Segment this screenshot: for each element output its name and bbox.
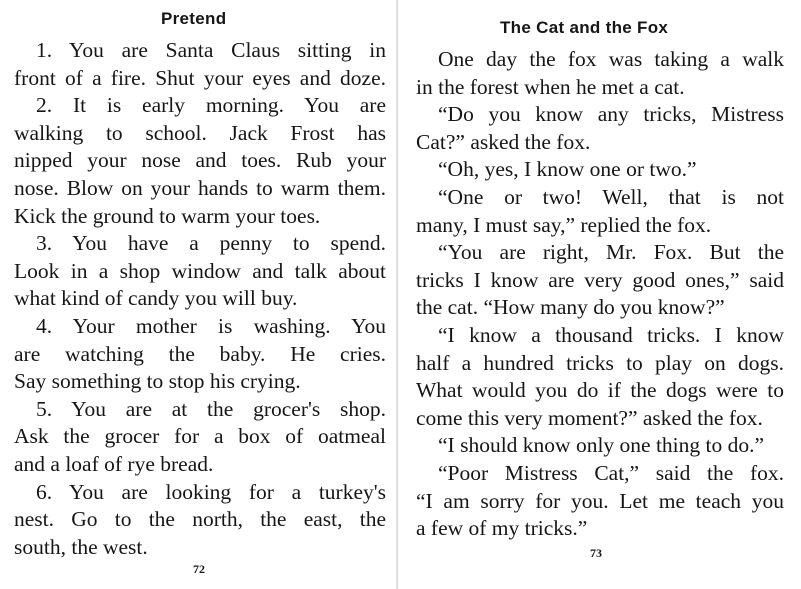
text-line: 4. Your mother is washing. You xyxy=(36,313,386,338)
text-line: One day the fox was taking a walk xyxy=(438,47,784,71)
text-line: nest. Go to the north, the east, the xyxy=(14,507,386,532)
text-line: 3. You have a penny to spend. xyxy=(36,231,386,256)
page-number: 72 xyxy=(193,562,205,576)
text-line: Look in a shop window and talk about xyxy=(14,258,386,283)
text-line: are watching the baby. He cries. xyxy=(14,341,386,366)
text-line: “I should know only one thing to do.” xyxy=(438,433,765,458)
text-line: nipped your nose and toes. Rub your xyxy=(14,148,386,173)
text-line: “I am sorry for you. Let me teach you xyxy=(416,488,784,513)
text-line: “I know a thousand tricks. I know xyxy=(438,322,784,347)
left-page xyxy=(0,0,398,589)
page-title-cat-and-fox: The Cat and the Fox xyxy=(500,18,669,37)
page-title-pretend: Pretend xyxy=(161,9,227,28)
text-line: many, I must say,” replied the fox. xyxy=(416,212,712,237)
text-line: 6. You are looking for a turkey's xyxy=(36,479,386,504)
page-number: 73 xyxy=(590,546,602,560)
text-line: 5. You are at the grocer's shop. xyxy=(36,396,386,421)
text-line: the cat. “How many do you know?” xyxy=(416,295,725,320)
text-line: “Oh, yes, I know one or two.” xyxy=(438,157,697,182)
text-line: “Do you know any tricks, Mistress xyxy=(438,102,784,127)
text-line: and a loaf of rye bread. xyxy=(14,451,214,476)
text-line: south, the west. xyxy=(14,534,148,559)
text-line: Ask the grocer for a box of oatmeal xyxy=(14,424,386,449)
text-line: nose. Blow on your hands to warm them. xyxy=(14,175,386,200)
text-line: walking to school. Jack Frost has xyxy=(14,120,386,145)
text-line: half a hundred tricks to play on dogs. xyxy=(416,350,784,375)
text-line: Kick the ground to warm your toes. xyxy=(14,203,321,228)
text-line: what kind of candy you will buy. xyxy=(14,286,298,311)
text-line: 1. You are Santa Claus sitting in xyxy=(36,38,386,62)
right-page xyxy=(398,0,801,589)
text-line: “One or two! Well, that is not xyxy=(438,184,784,209)
text-line: 2. It is early morning. You are xyxy=(36,93,386,118)
right-page-body xyxy=(416,46,784,543)
text-line: come this very moment?” asked the fox. xyxy=(416,405,763,430)
text-line: front of a fire. Shut your eyes and doze. xyxy=(14,65,386,90)
text-line: a few of my tricks.” xyxy=(416,516,588,541)
text-line: Cat?” asked the fox. xyxy=(416,129,591,154)
text-line: tricks I know are very good ones,” said xyxy=(416,267,784,292)
text-line: What would you do if the dogs were to xyxy=(416,378,784,403)
left-page-body xyxy=(14,37,386,561)
text-line: in the forest when he met a cat. xyxy=(416,74,685,99)
text-line: Say something to stop his crying. xyxy=(14,369,301,394)
text-line: “You are right, Mr. Fox. But the xyxy=(438,240,784,265)
text-line: “Poor Mistress Cat,” said the fox. xyxy=(438,460,784,485)
